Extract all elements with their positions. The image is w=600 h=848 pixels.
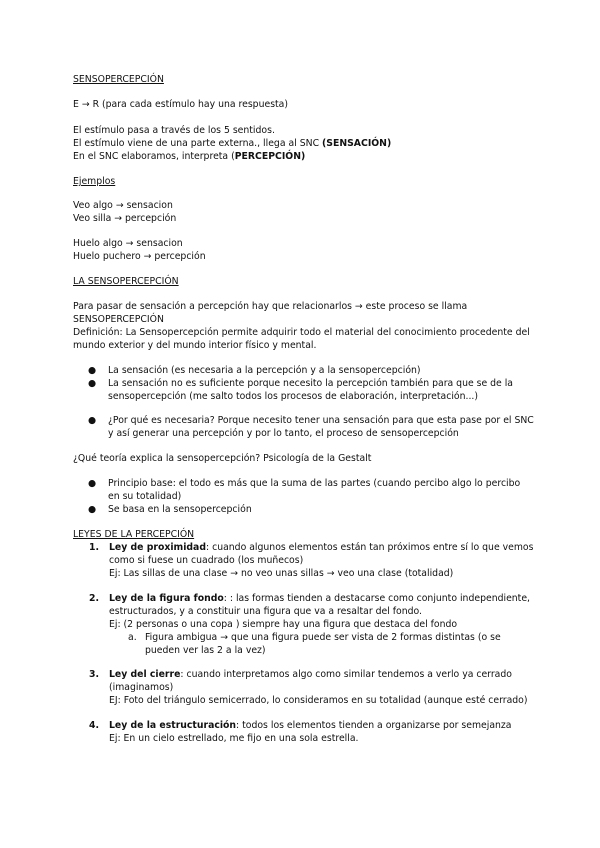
ley-title: Ley de la estructuración bbox=[109, 720, 237, 731]
leyes-heading: LEYES DE LA PERCEPCIÓN bbox=[73, 529, 195, 540]
ley-desc: : : las formas tienden a destacarse como conjunto independiente, bbox=[223, 593, 530, 604]
intro-line-3-text: En el SNC elaboramos, interpreta ( bbox=[73, 151, 235, 162]
ejemplo-line: Huelo algo → sensacion bbox=[73, 238, 183, 249]
ley-line: estructurados, y a constituir una figura que va a resaltar del fondo. bbox=[109, 606, 423, 617]
ley-desc: : cuando algunos elementos están tan próximos entre sí lo que vemos bbox=[206, 542, 534, 553]
ley-line: Ej: (2 personas o una copa ) siempre hay una figura que destaca del fondo bbox=[109, 619, 458, 630]
ley-line: Ej: En un cielo estrellado, me fijo en una sola estrella. bbox=[109, 733, 359, 744]
ley-desc: : cuando interpretamos algo como similar tendemos a verlo ya cerrado bbox=[180, 669, 512, 680]
list-number: 4. bbox=[89, 720, 100, 731]
bullet-text-cont: en su totalidad) bbox=[108, 491, 182, 502]
ley-proximidad bbox=[109, 541, 533, 554]
list-number: 1. bbox=[89, 542, 100, 553]
definition-line-2: mundo exterior y del mundo interior físico y mental. bbox=[73, 340, 317, 351]
ley-line: (imaginamos) bbox=[109, 682, 174, 693]
ley-title: Ley de la figura fondo bbox=[109, 593, 224, 604]
ley-title: Ley del cierre bbox=[109, 669, 181, 680]
list-number: 2. bbox=[89, 593, 100, 604]
bullet-text: ¿Por qué es necesaria? Porque necesito tener una sensación para que esta pase por el SNC bbox=[108, 415, 534, 426]
ley-line: como si fuese un cuadrado (los muñecos) bbox=[109, 555, 304, 566]
sensopercepcion-heading: LA SENSOPERCEPCIÓN bbox=[73, 276, 179, 287]
section2-para-line-2: SENSOPERCEPCIÓN bbox=[73, 314, 164, 325]
bullet-icon: ● bbox=[88, 378, 97, 389]
sub-list-letter: a. bbox=[128, 632, 137, 643]
bullet-text: La sensación no es suficiente porque necesito la percepción también para que se de la bbox=[108, 378, 514, 389]
ejemplo-line: Veo silla → percepción bbox=[73, 213, 177, 224]
bullet-icon: ● bbox=[88, 365, 97, 376]
gestalt-question: ¿Qué teoría explica la sensopercepción? Psicología de la Gestalt bbox=[73, 453, 372, 464]
sub-list-text-cont: pueden ver las 2 a la vez) bbox=[145, 645, 266, 656]
bullet-icon: ● bbox=[88, 504, 97, 515]
section2-para-line-1: Para pasar de sensación a percepción hay que relacionarlos → este proceso se llama bbox=[73, 301, 468, 312]
bullet-text: La sensación (es necesaria a la percepción y a la sensopercepción) bbox=[108, 365, 421, 376]
intro-line-2-text: El estímulo viene de una parte externa., llega al SNC bbox=[73, 138, 323, 149]
ejemplo-line: Huelo puchero → percepción bbox=[73, 251, 206, 262]
sub-list-text: Figura ambigua → que una figura puede ser vista de 2 formas distintas (o se bbox=[145, 632, 501, 643]
bullet-text-cont: sensopercepción (me salto todos los procesos de elaboración, interpretación...) bbox=[108, 391, 479, 402]
bullet-text: Principio base: el todo es más que la suma de las partes (cuando percibo algo lo percibo bbox=[108, 478, 521, 489]
ley-estructuracion bbox=[109, 719, 512, 732]
ley-title: Ley de proximidad bbox=[109, 542, 206, 553]
definition-line-1: Definición: La Sensopercepción permite adquirir todo el material del conocimiento procedente del bbox=[73, 327, 530, 338]
intro-line-1: El estímulo pasa a través de los 5 sentidos. bbox=[73, 125, 275, 136]
ley-desc: : todos los elementos tienden a organizarse por semejanza bbox=[236, 720, 512, 731]
intro-line-2 bbox=[73, 137, 391, 150]
document-title: SENSOPERCEPCIÓN bbox=[73, 74, 164, 85]
bullet-text: Se basa en la sensopercepción bbox=[108, 504, 252, 515]
ejemplo-line: Veo algo → sensacion bbox=[73, 200, 173, 211]
bullet-icon: ● bbox=[88, 415, 97, 426]
intro-line-3 bbox=[73, 150, 305, 163]
ley-line: EJ: Foto del triángulo semicerrado, lo consideramos en su totalidad (aunque esté cerrado) bbox=[109, 695, 528, 706]
ley-cierre bbox=[109, 668, 512, 681]
bullet-icon: ● bbox=[88, 478, 97, 489]
ley-line: Ej: Las sillas de una clase → no veo unas sillas → veo una clase (totalidad) bbox=[109, 568, 454, 579]
formula-line: E → R (para cada estímulo hay una respuesta) bbox=[73, 99, 289, 110]
list-number: 3. bbox=[89, 669, 100, 680]
ejemplos-heading: Ejemplos bbox=[73, 176, 116, 187]
percepcion-bold: PERCEPCIÓN) bbox=[234, 151, 306, 162]
ley-figura-fondo bbox=[109, 592, 530, 605]
bullet-text-cont: y así generar una percepción y por lo tanto, el proceso de sensopercepción bbox=[108, 428, 459, 439]
sensacion-bold: (SENSACIÓN) bbox=[322, 138, 392, 149]
